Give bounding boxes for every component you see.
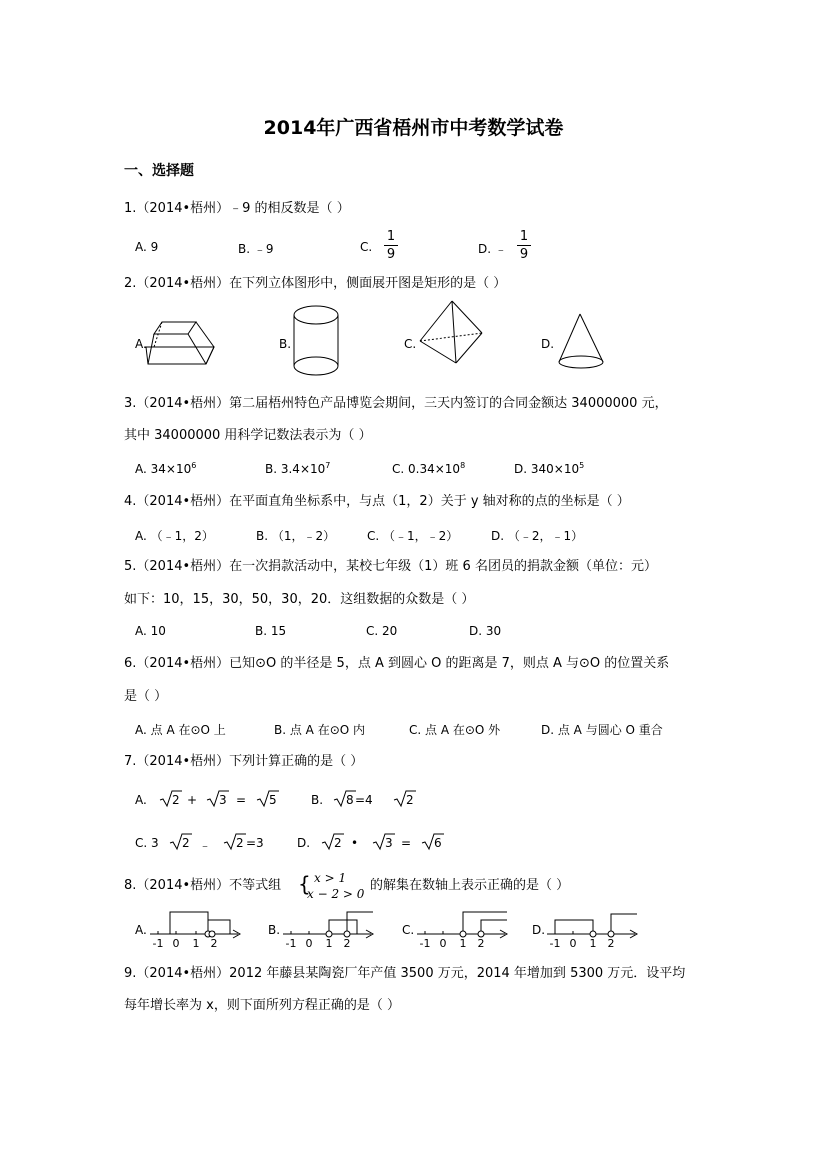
- pyramid-figure: [418, 301, 488, 381]
- question-8-stem-post: 的解集在数轴上表示正确的是（ ）: [370, 878, 570, 893]
- question-6-stem-line1: 6.（2014•梧州）已知⊙O 的半径是 5，点 A 到圆心 O 的距离是 7，则点 A 与⊙O 的位置关系: [124, 656, 670, 671]
- number-line-c: [417, 908, 512, 948]
- axis-tick-label: -1: [419, 937, 431, 950]
- solution-ray: [170, 912, 208, 934]
- number-line-d: [547, 908, 642, 948]
- section-heading: 一、选择题: [124, 163, 194, 179]
- axis-tick-label: 2: [607, 937, 615, 950]
- axis-tick-label: -1: [285, 937, 297, 950]
- q8-option-b: B.: [268, 923, 281, 937]
- q3-option-d: D. $340\times 10^5$: [514, 461, 585, 476]
- q7-d-radicand-3: 6: [434, 836, 442, 850]
- q7-a-radicand-1: 2: [172, 793, 180, 807]
- q1-c-fraction: 1 9: [384, 229, 398, 262]
- question-7-stem: 7.（2014•梧州）下列计算正确的是（ ）: [124, 754, 364, 769]
- axis-tick-label: -1: [152, 937, 164, 950]
- q7-d-equals: =: [401, 836, 412, 850]
- q8-inequality-1: x > 1: [314, 871, 347, 885]
- open-circle: [209, 931, 215, 937]
- q8-option-d: D.: [532, 923, 546, 937]
- open-circle: [608, 931, 614, 937]
- q7-a-plus: +: [187, 793, 198, 807]
- cone-figure: [558, 312, 608, 372]
- q6-option-c: C. 点 A 在⊙O 外: [409, 723, 501, 737]
- question-9-stem-line2: 每年增长率为 x，则下面所列方程正确的是（ ）: [124, 998, 400, 1013]
- axis-tick-label: 1: [459, 937, 467, 950]
- q5-option-c: C. 20: [366, 624, 398, 638]
- question-3-stem-line2: 其中 34000000 用科学记数法表示为（ ）: [124, 428, 372, 443]
- question-3-stem-line1: 3.（2014•梧州）第二届梧州特色产品博览会期间，三天内签订的合同金额达 34000000 元，: [124, 396, 668, 411]
- q7-a-radicand-2: 3: [219, 793, 227, 807]
- question-2-stem: 2.（2014•梧州）在下列立体图形中，侧面展开图是矩形的是（ ）: [124, 276, 507, 291]
- axis-tick-label: 2: [477, 937, 485, 950]
- q5-option-b: B. 15: [255, 624, 287, 638]
- q1-option-a: A. 9: [135, 240, 159, 254]
- q1-option-c: C.: [360, 240, 373, 254]
- open-circle: [326, 931, 332, 937]
- q5-option-a: A. 10: [135, 624, 166, 638]
- axis-tick-label: 0: [439, 937, 447, 950]
- solution-ray: [555, 920, 593, 934]
- q7-option-b-label: B.: [311, 793, 324, 807]
- q2-option-d: D.: [541, 337, 555, 351]
- axis-tick-label: 2: [210, 937, 218, 950]
- q7-option-a-label: A.: [135, 793, 147, 807]
- number-line-a: [150, 908, 245, 948]
- q6-option-d: D. 点 A 与圆心 O 重合: [541, 723, 663, 737]
- q4-option-a: A. （﹣1，2）: [135, 529, 214, 543]
- q7-b-radicand-2: 2: [406, 793, 414, 807]
- q2-option-c: C.: [404, 337, 417, 351]
- axis-tick-label: 0: [569, 937, 577, 950]
- q8-option-a: A.: [135, 923, 147, 937]
- q8-option-c: C.: [402, 923, 415, 937]
- q1-option-d: D. ﹣: [478, 242, 507, 256]
- frustum-figure: [146, 312, 216, 372]
- q8-brace: {: [298, 872, 311, 896]
- question-9-stem-line1: 9.（2014•梧州）2012 年藤县某陶瓷厂年产值 3500 万元，2014 年增加到 5300 万元．设平均: [124, 966, 686, 981]
- page-title: 2014年广西省梧州市中考数学试卷: [263, 117, 564, 139]
- q7-option-d-label: D.: [297, 836, 311, 850]
- q4-option-b: B. （1，﹣2）: [256, 529, 336, 543]
- q7-a-equals: =: [236, 793, 247, 807]
- question-1-stem: 1.（2014•梧州）﹣9 的相反数是（ ）: [124, 201, 350, 216]
- axis-tick-label: -1: [549, 937, 561, 950]
- axis-tick-label: 1: [192, 937, 200, 950]
- axis-tick-label: 1: [589, 937, 597, 950]
- q3-option-a: A. $34\times 10^6$: [135, 461, 197, 476]
- q7-b-equals: =4: [355, 793, 373, 807]
- q2-option-a: A.: [135, 337, 147, 351]
- q7-option-c-label: C. 3: [135, 836, 159, 850]
- axis-tick-label: 0: [305, 937, 313, 950]
- q7-d-radicand-2: 3: [385, 836, 393, 850]
- q5-option-d: D. 30: [469, 624, 502, 638]
- q2-option-b: B.: [279, 337, 292, 351]
- q7-c-radicand-2: 2: [236, 836, 244, 850]
- question-5-stem-line2: 如下：10，15，30，50，30，20．这组数据的众数是（ ）: [124, 592, 475, 607]
- q7-c-minus: ﹣: [199, 838, 212, 852]
- question-8-stem-pre: 8.（2014•梧州）不等式组: [124, 878, 282, 893]
- axis-tick-label: 1: [325, 937, 333, 950]
- q7-c-radicand-1: 2: [182, 836, 190, 850]
- open-circle: [590, 931, 596, 937]
- q6-option-b: B. 点 A 在⊙O 内: [274, 723, 366, 737]
- axis-tick-label: 2: [343, 937, 351, 950]
- q4-option-c: C. （﹣1，﹣2）: [367, 529, 459, 543]
- q7-c-equals: =3: [246, 836, 264, 850]
- q7-b-radicand-1: 8: [346, 793, 354, 807]
- q6-option-a: A. 点 A 在⊙O 上: [135, 723, 226, 737]
- q7-a-radicand-3: 5: [269, 793, 277, 807]
- q1-option-b: B. ﹣9: [238, 242, 274, 256]
- open-circle: [478, 931, 484, 937]
- open-circle: [344, 931, 350, 937]
- q7-d-radicand-1: 2: [334, 836, 342, 850]
- q3-option-b: B. $3.4\times 10^7$: [265, 461, 331, 476]
- q4-option-d: D. （﹣2，﹣1）: [491, 529, 584, 543]
- solution-ray: [347, 912, 373, 934]
- q1-d-fraction: 1 9: [517, 229, 531, 262]
- number-line-b: [283, 908, 378, 948]
- q8-inequality-2: x − 2 > 0: [307, 887, 365, 901]
- solution-ray: [329, 920, 357, 934]
- axis-tick-label: 0: [172, 937, 180, 950]
- cylinder-figure: [293, 303, 343, 383]
- q7-d-dot: •: [351, 836, 359, 850]
- q3-option-c: C. $0.34\times 10^8$: [392, 461, 466, 476]
- open-circle: [460, 931, 466, 937]
- solution-ray: [611, 914, 637, 934]
- question-5-stem-line1: 5.（2014•梧州）在一次捐款活动中，某校七年级（1）班 6 名团员的捐款金额（单位：元）: [124, 559, 657, 574]
- question-6-stem-line2: 是（ ）: [124, 689, 168, 704]
- question-4-stem: 4.（2014•梧州）在平面直角坐标系中，与点（1，2）关于 y 轴对称的点的坐标是（ ）: [124, 494, 630, 509]
